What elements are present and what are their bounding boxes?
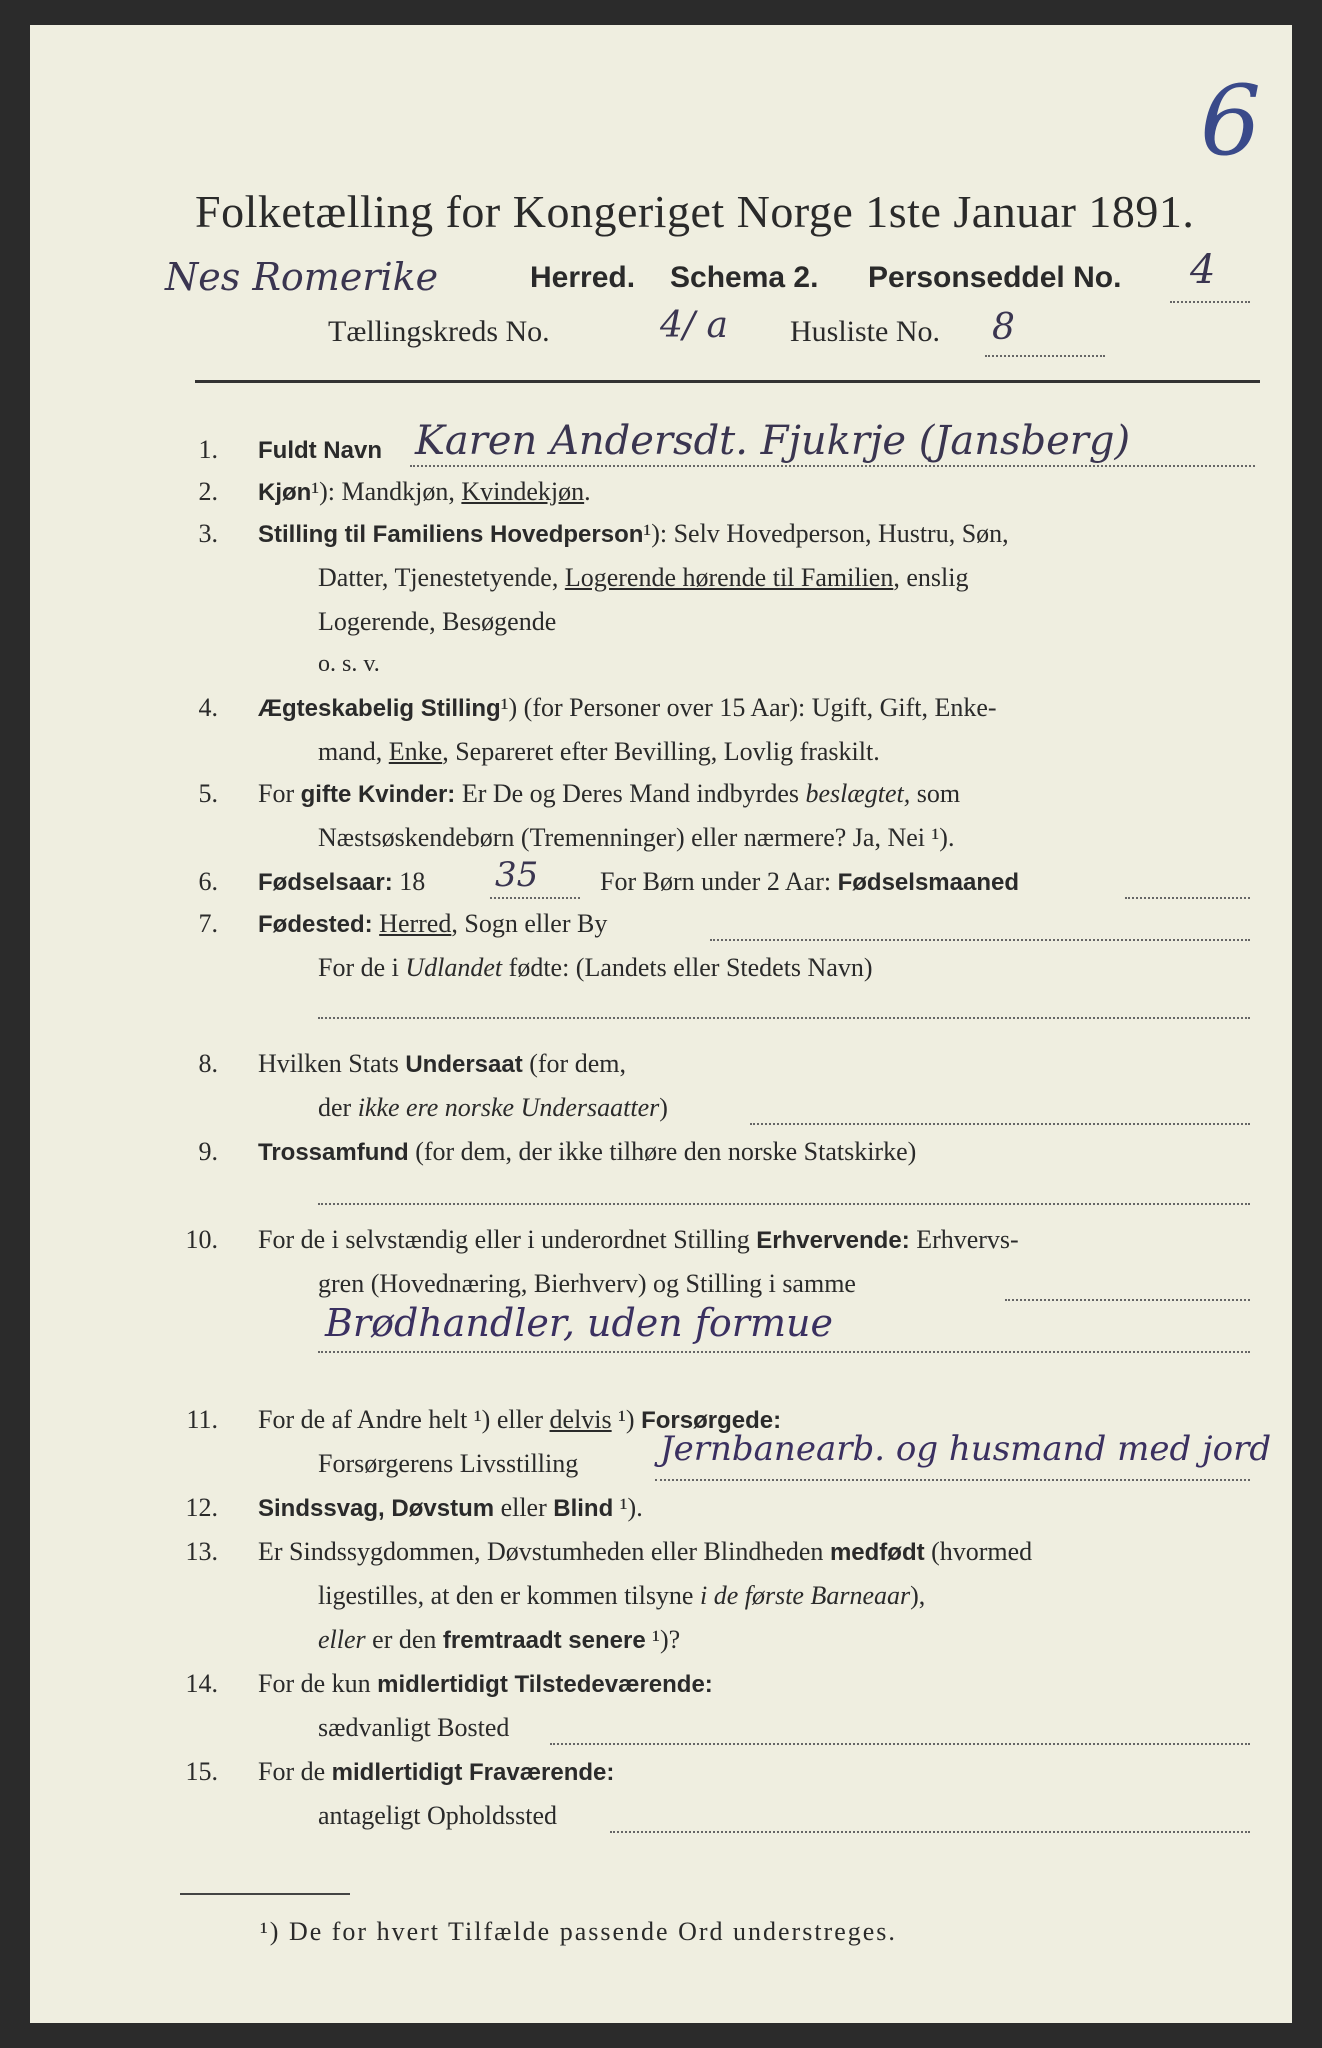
item-9-text: Trossamfund (for dem, der ikke tilhøre den norske Statskirke) <box>258 1137 917 1166</box>
item-8-line2: der ikke ere norske Undersaatter) <box>318 1093 668 1122</box>
header-rule <box>195 380 1260 383</box>
form-title: Folketælling for Kongeriget Norge 1ste Januar 1891. <box>195 186 1195 237</box>
birth-year-handwritten: 35 <box>495 855 539 895</box>
item-5-line1: For gifte Kvinder: Er De og Deres Mand indbyrdes beslægtet, som <box>258 779 961 808</box>
item-6-text: Fødselsaar: 18 <box>258 867 426 896</box>
item-14-line2: sædvanligt Bosted <box>318 1713 510 1742</box>
item-3-line4: o. s. v. <box>318 651 380 677</box>
item-number: 4. <box>198 693 218 722</box>
foreign-birthplace-line <box>318 1017 1250 1019</box>
item-13-line2: ligestilles, at den er kommen tilsyne i de første Barneaar), <box>318 1581 926 1610</box>
item-8-line1: Hvilken Stats Undersaat (for dem, <box>258 1049 626 1078</box>
item-3-line2: Datter, Tjenestetyende, Logerende hørende til Familien, enslig <box>318 563 969 592</box>
religion-line <box>318 1203 1250 1205</box>
item-3-line1: Stilling til Familiens Hovedperson¹): Selv Hovedperson, Hustru, Søn, <box>258 519 1009 548</box>
item-number: 14. <box>185 1669 218 1698</box>
item-number: 2. <box>198 477 218 506</box>
item-10-line1: For de i selvstændig eller i underordnet Stilling Erhvervende: Erhvervs- <box>258 1225 1019 1254</box>
husliste-label: Husliste No. <box>790 315 940 348</box>
item-1-label: Fuldt Navn <box>258 437 382 464</box>
item-11-line2: Forsørgerens Livsstilling <box>318 1449 579 1478</box>
item-15-line1: For de midlertidigt Fraværende: <box>258 1757 615 1786</box>
name-line <box>410 465 1255 467</box>
footnote: ¹) De for hvert Tilfælde passende Ord understreges. <box>260 1917 897 1946</box>
birth-year-line <box>490 897 580 899</box>
whereabouts-line <box>610 1831 1250 1833</box>
item-6-part2: For Børn under 2 Aar: Fødselsmaaned <box>600 867 1019 896</box>
personseddel-line <box>1170 301 1250 303</box>
item-7-line1: Fødested: Herred, Sogn eller By <box>258 909 608 938</box>
herred-handwritten: Nes Romerike <box>165 255 439 299</box>
item-number: 13. <box>185 1537 218 1566</box>
item-2-text: Kjøn¹): Mandkjøn, Kvindekjøn. <box>258 477 591 506</box>
herred-label: Herred. <box>530 261 636 294</box>
item-7-line2: For de i Udlandet fødte: (Landets eller Stedets Navn) <box>318 953 873 982</box>
item-14-line1: For de kun midlertidigt Tilstedeværende: <box>258 1669 713 1698</box>
item-5-line2: Næstsøskendebørn (Tremenninger) eller nærmere? Ja, Nei ¹). <box>318 823 955 852</box>
item-number: 11. <box>186 1405 218 1434</box>
item-15-line2: antageligt Opholdssted <box>318 1801 558 1830</box>
citizenship-line <box>750 1123 1250 1125</box>
kreds-number: 4/ a <box>660 305 728 346</box>
birth-month-line <box>1125 897 1250 899</box>
birthplace-line <box>710 939 1250 941</box>
item-13-line3: eller er den fremtraadt senere ¹)? <box>318 1625 681 1654</box>
item-11-line1: For de af Andre helt ¹) eller delvis ¹) Forsørgede: <box>258 1405 782 1434</box>
page-number: 6 <box>1200 65 1262 177</box>
occupation-line-1 <box>1005 1299 1250 1301</box>
item-4-line1: Ægteskabelig Stilling¹) (for Personer over 15 Aar): Ugift, Gift, Enke- <box>258 693 997 722</box>
census-form-sheet <box>30 25 1292 2023</box>
item-3-line3: Logerende, Besøgende <box>318 607 557 636</box>
personseddel-number: 4 <box>1190 247 1216 293</box>
item-13-line1: Er Sindssygdommen, Døvstumheden eller Blindheden medfødt (hvormed <box>258 1537 1033 1566</box>
husliste-number: 8 <box>992 307 1015 348</box>
husliste-line <box>985 355 1105 357</box>
item-10-line2: gren (Hovednæring, Bierhverv) og Stilling i samme <box>318 1269 856 1298</box>
item-number: 9. <box>198 1137 218 1166</box>
footnote-rule <box>180 1893 350 1895</box>
provider-occupation-handwritten: Jernbanearb. og husmand med jord <box>660 1429 1272 1469</box>
kreds-label: Tællingskreds No. <box>328 315 550 348</box>
item-number: 10. <box>185 1225 218 1254</box>
occupation-handwritten: Brødhandler, uden formue <box>325 1301 833 1345</box>
occupation-line-2 <box>318 1351 1250 1353</box>
residence-line <box>550 1743 1250 1745</box>
item-number: 8. <box>198 1049 218 1078</box>
personseddel-label: Personseddel No. <box>868 261 1122 294</box>
item-12-text: Sindssvag, Døvstum eller Blind ¹). <box>258 1493 643 1522</box>
item-number: 15. <box>185 1757 218 1786</box>
provider-line <box>655 1479 1250 1481</box>
full-name-handwritten: Karen Andersdt. Fjukrje (Jansberg) <box>415 418 1131 464</box>
item-number: 7. <box>198 909 218 938</box>
item-number: 1. <box>198 435 218 464</box>
item-4-line2: mand, Enke, Separeret efter Bevilling, Lovlig fraskilt. <box>318 737 880 766</box>
schema-label: Schema 2. <box>670 261 819 294</box>
item-number: 12. <box>185 1493 218 1522</box>
item-number: 3. <box>198 519 218 548</box>
item-number: 5. <box>198 779 218 808</box>
item-number: 6. <box>198 867 218 896</box>
